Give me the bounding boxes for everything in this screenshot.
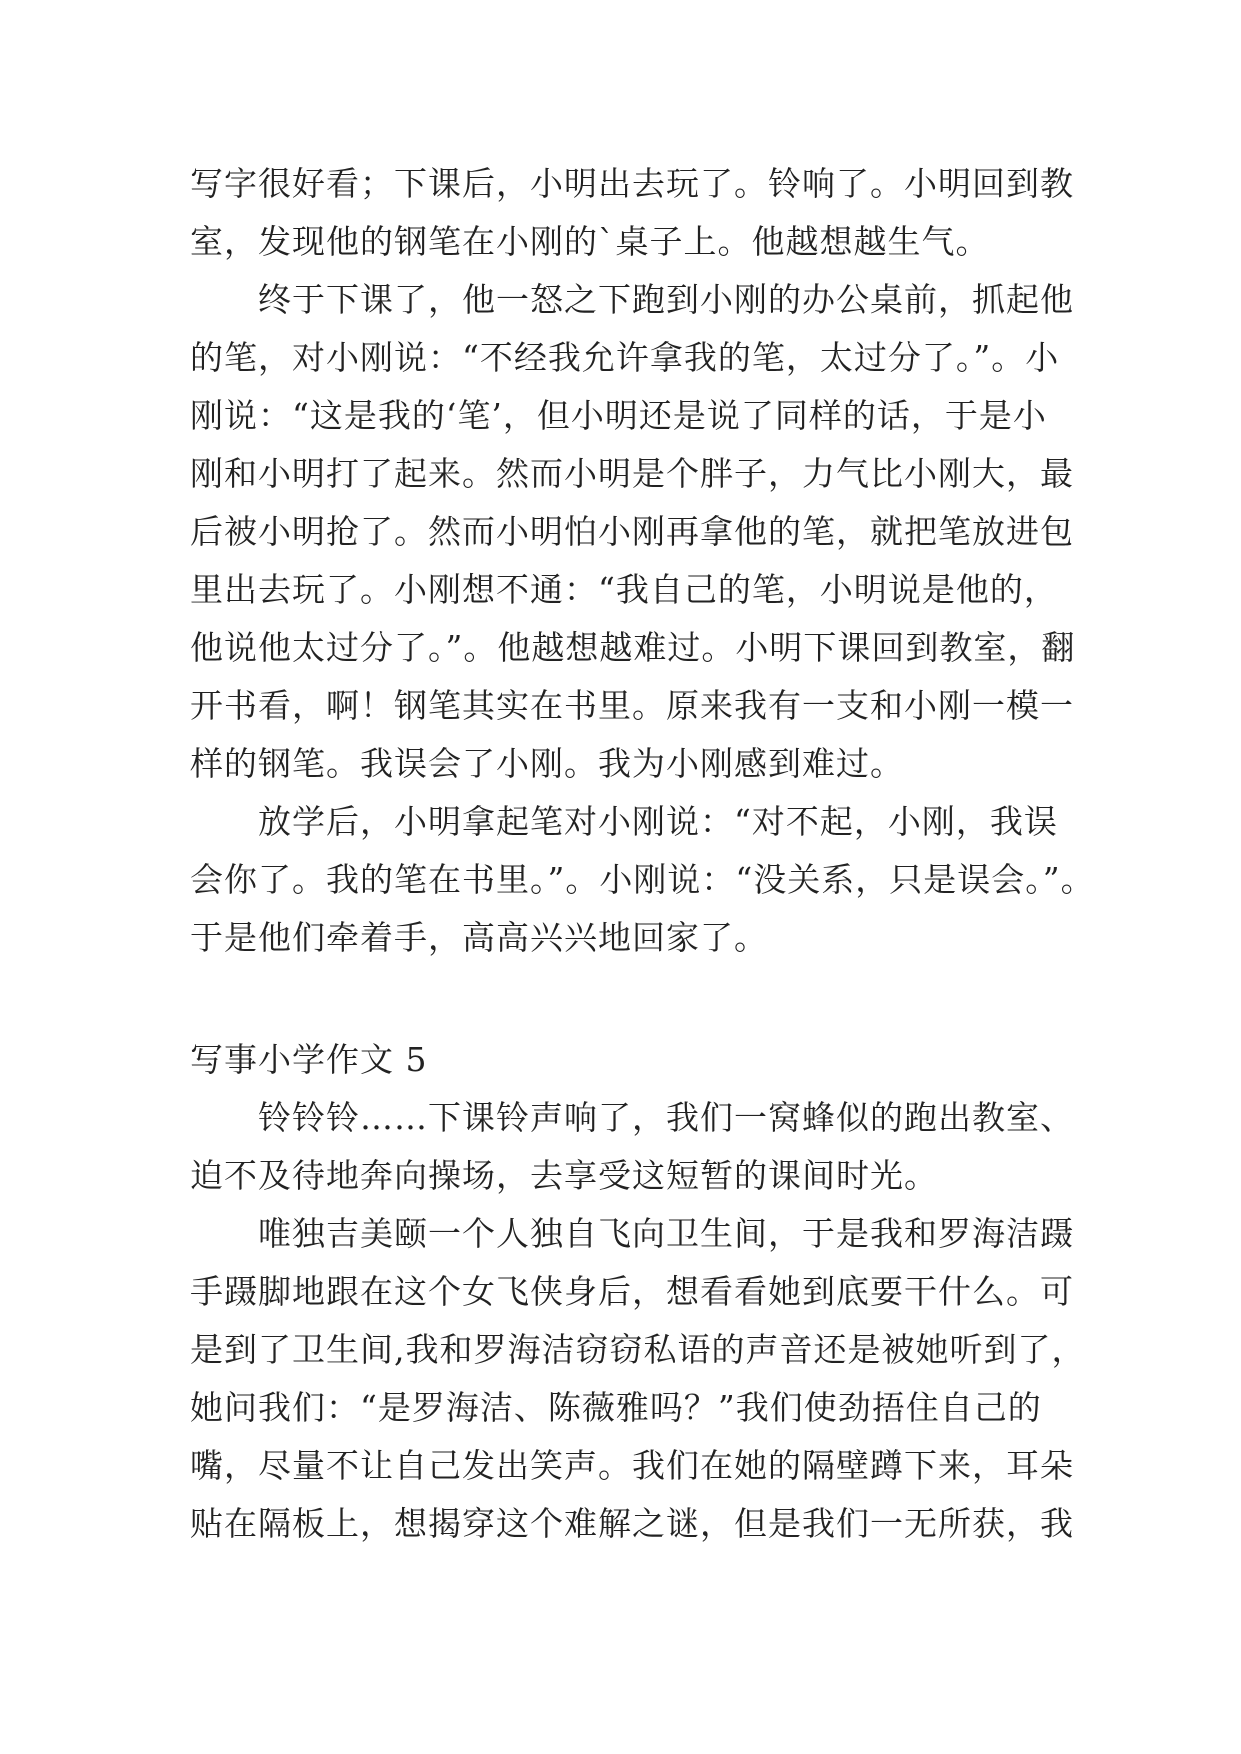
text-line: 她问我们：“是罗海洁、陈薇雅吗？”我们使劲捂住自己的 (190, 1388, 1042, 1427)
text-line: 样的钢笔。我误会了小刚。我为小刚感到难过。 (190, 744, 904, 783)
text-line: 他说他太过分了。”。他越想越难过。小明下课回到教室，翻 (190, 628, 1076, 667)
text-line: 会你了。我的笔在书里。”。小刚说：“没关系，只是误会。”。 (190, 860, 1095, 899)
text-line: 手蹑脚地跟在这个女飞侠身后，想看看她到底要干什么。可 (190, 1272, 1074, 1311)
text-line: 嘴，尽量不让自己发出笑声。我们在她的隔壁蹲下来，耳朵 (190, 1446, 1074, 1485)
text-line: 里出去玩了。小刚想不通：“我自己的笔，小明说是他的， (190, 570, 1058, 609)
text-line: 迫不及待地奔向操场，去享受这短暂的课间时光。 (190, 1156, 938, 1195)
text-line: 刚说：“这是我的‘笔’，但小明还是说了同样的话，于是小 (190, 396, 1047, 435)
text-line: 开书看，啊！钢笔其实在书里。原来我有一支和小刚一模一 (190, 686, 1074, 725)
text-line: 是到了卫生间,我和罗海洁窃窃私语的声音还是被她听到了， (190, 1330, 1086, 1369)
paragraph-start-line: 铃铃铃……下课铃声响了，我们一窝蜂似的跑出教室、 (190, 1098, 1074, 1137)
section-heading: 写事小学作文 5 (190, 1040, 428, 1079)
text-line: 后被小明抢了。然而小明怕小刚再拿他的笔，就把笔放进包 (190, 512, 1074, 551)
paragraph-start-line: 放学后，小明拿起笔对小刚说：“对不起，小刚，我误 (190, 802, 1058, 841)
text-line: 刚和小明打了起来。然而小明是个胖子，力气比小刚大，最 (190, 454, 1074, 493)
text-line: 于是他们牵着手，高高兴兴地回家了。 (190, 918, 768, 957)
paragraph-start-line: 唯独吉美颐一个人独自飞向卫生间，于是我和罗海洁蹑 (190, 1214, 1074, 1253)
text-line: 贴在隔板上，想揭穿这个难解之谜，但是我们一无所获，我 (190, 1504, 1074, 1543)
text-line: 写字很好看；下课后，小明出去玩了。铃响了。小明回到教 (190, 164, 1074, 203)
text-line: 室，发现他的钢笔在小刚的`桌子上。他越想越生气。 (190, 222, 990, 261)
paragraph-start-line: 终于下课了，他一怒之下跑到小刚的办公桌前，抓起他 (190, 280, 1074, 319)
text-line: 的笔，对小刚说：“不经我允许拿我的笔，太过分了。”。小 (190, 338, 1060, 377)
